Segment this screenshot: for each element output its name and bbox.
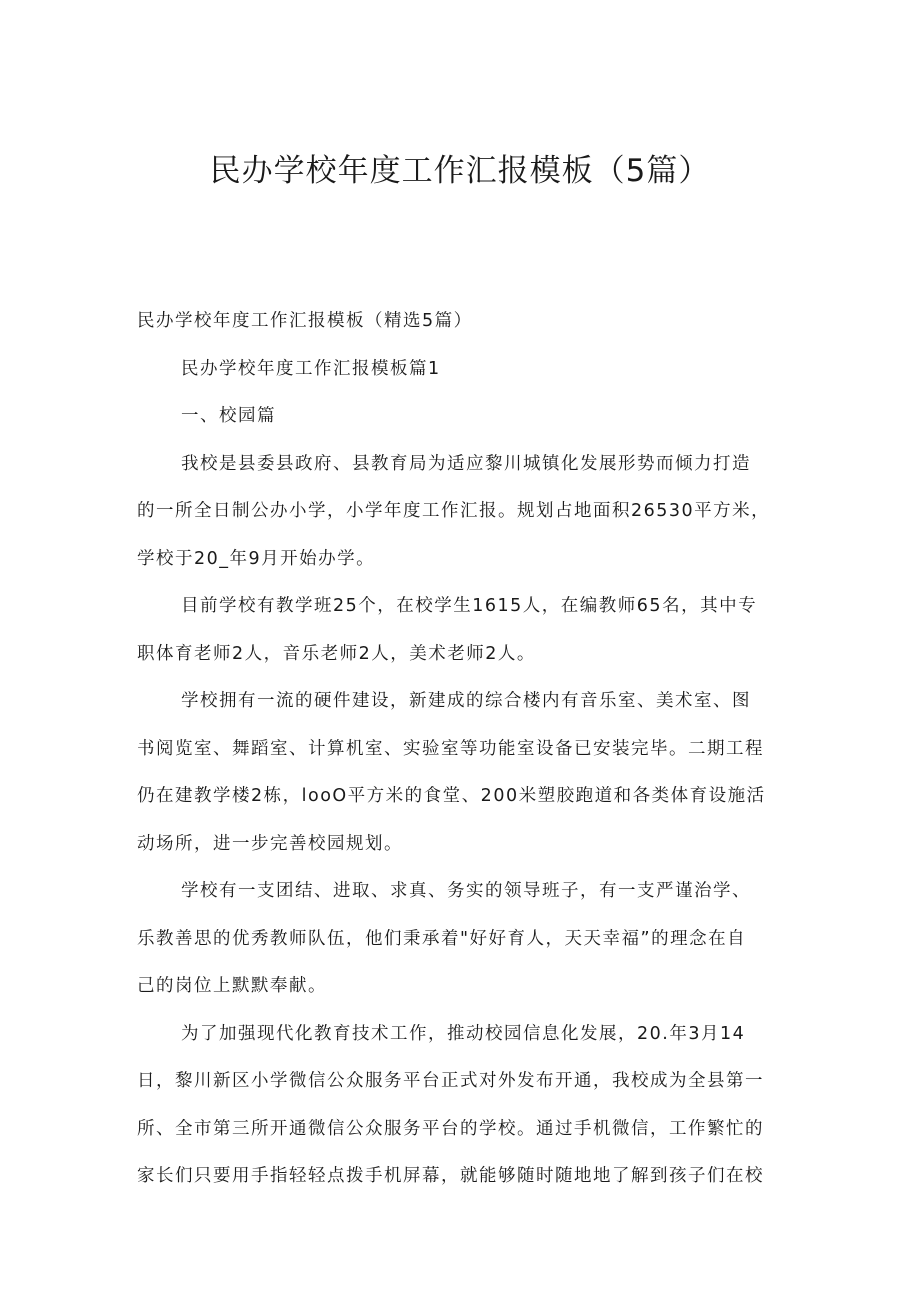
paragraph-line: 仍在建教学楼2栋，looO平方米的食堂、200米塑胶跑道和各类体育设施活	[137, 786, 766, 806]
paragraph-line: 家长们只要用手指轻轻点拨手机屏幕，就能够随时随地地了解到孩子们在校	[137, 1166, 764, 1186]
paragraph-line: 学校有一支团结、进取、求真、务实的领导班子，有一支严谨治学、	[181, 881, 751, 901]
paragraph-line: 民办学校年度工作汇报模板（精选5篇）	[137, 311, 473, 331]
paragraph-line: 职体育老师2人，音乐老师2人，美术老师2人。	[137, 643, 536, 664]
paragraph-line: 学校于20_年9月开始办学。	[137, 548, 376, 569]
paragraph-line: 乐教善思的优秀教师队伍，他们秉承着"好好育人，天天幸福”的理念在自	[137, 928, 747, 949]
paragraph-line: 动场所，进一步完善校园规划。	[137, 833, 403, 854]
paragraph-line: 为了加强现代化教育技术工作，推动校园信息化发展，20.年3月14	[181, 1023, 746, 1044]
paragraph-line: 学校拥有一流的硬件建设，新建成的综合楼内有音乐室、美术室、图	[181, 691, 751, 711]
subsection-heading: 一、校园篇	[181, 406, 276, 426]
paragraph-line: 书阅览室、舞蹈室、计算机室、实验室等功能室设备已安装完毕。二期工程	[137, 738, 764, 759]
paragraph-line: 所、全市第三所开通微信公众服务平台的学校。通过手机微信，工作繁忙的	[137, 1118, 764, 1139]
paragraph-line: 日，黎川新区小学微信公众服务平台正式对外发布开通，我校成为全县第一	[137, 1071, 764, 1091]
paragraph-line: 我校是县委县政府、县教育局为适应黎川城镇化发展形势而倾力打造	[181, 453, 751, 474]
paragraph-line: 的一所全日制公办小学，小学年度工作汇报。规划占地面积26530平方米，	[137, 501, 771, 521]
section-heading: 民办学校年度工作汇报模板篇1	[181, 358, 441, 379]
paragraph-line: 己的岗位上默默奉献。	[137, 976, 327, 996]
document-body	[137, 298, 797, 1201]
paragraph-line: 目前学校有教学班25个，在校学生1615人，在编教师65名，其中专	[181, 596, 758, 616]
document-title: 民办学校年度工作汇报模板（5篇）	[209, 153, 711, 189]
